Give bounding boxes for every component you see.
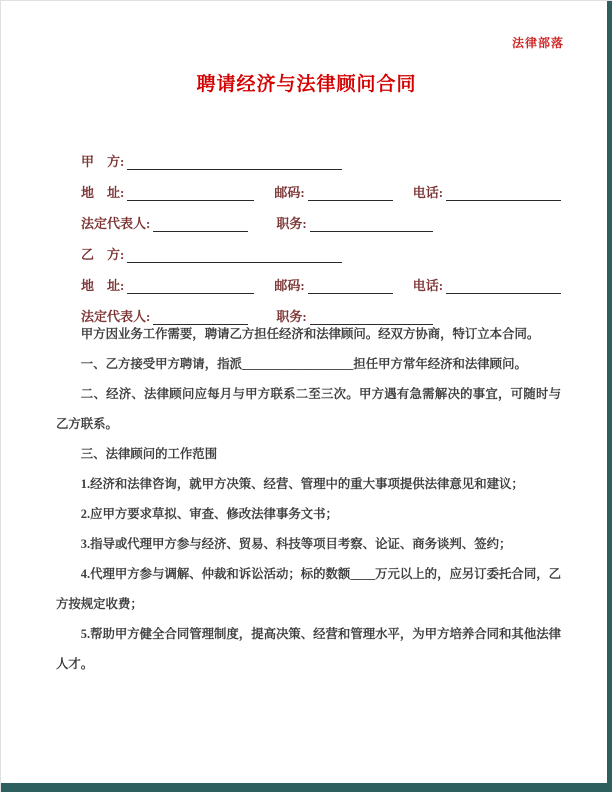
- paragraph-scope-item-2: 2.应甲方要求草拟、审查、修改法律事务文书；: [80, 507, 338, 521]
- paragraph-scope-item-4: 4.代理甲方参与调解、仲裁和诉讼活动；标的数额____万元以上的，应另订委托合同，乙方按规定收费；: [56, 567, 561, 611]
- legal-rep-a-label: 法定代表人:: [81, 216, 151, 231]
- zip-a-blank-line: [308, 187, 393, 201]
- party-a-label: 甲 方:: [81, 154, 125, 169]
- paragraph-intro: 甲方因业务工作需要，聘请乙方担任经济和法律顾问。经双方协商，特订立本合同。: [80, 327, 540, 341]
- paragraph-scope-item-5: 5.帮助甲方健全合同管理制度，提高决策、经营和管理水平，为甲方培养合同和其他法律人才。: [56, 627, 561, 671]
- address-b-row: [81, 267, 562, 298]
- address-a-blank-line: [127, 187, 254, 201]
- phone-b-label: 电话:: [412, 278, 444, 293]
- page-right-border: [607, 1, 612, 792]
- document-title: 聘请经济与法律顾问合同: [196, 74, 417, 95]
- legal-rep-b-label: 法定代表人:: [81, 309, 151, 324]
- zip-b-blank-line: [308, 280, 393, 294]
- contract-body: [56, 319, 561, 679]
- address-b-label: 地 址:: [81, 278, 125, 293]
- phone-a-label: 电话:: [412, 185, 444, 200]
- paragraph-clause-3-heading: 三、法律顾问的工作范围: [80, 447, 218, 461]
- paragraph-scope-item-1: 1.经济和法律咨询，就甲方决策、经营、管理中的重大事项提供法律意见和建议；: [80, 477, 524, 491]
- paragraph-clause-2: 二、经济、法律顾问应每月与甲方联系二至三次。甲方遇有急需解决的事宜，可随时与乙方联系。: [56, 387, 561, 431]
- legal-rep-a-blank-line: [153, 218, 248, 232]
- address-a-row: [81, 174, 562, 205]
- duty-a-label: 职务:: [276, 216, 307, 231]
- page-bottom-border: [1, 783, 612, 792]
- party-a-blank-line: [127, 156, 342, 170]
- phone-a-blank-line: [446, 187, 561, 201]
- duty-a-blank-line: [310, 218, 433, 232]
- zip-b-label: 邮码:: [274, 278, 305, 293]
- duty-b-label: 职务:: [276, 309, 307, 324]
- party-b-label: 乙 方:: [81, 247, 125, 262]
- site-watermark-label: 法律部落: [511, 36, 564, 50]
- phone-b-blank-line: [446, 280, 561, 294]
- contract-header-form: [81, 143, 562, 329]
- party-b-blank-line: [127, 249, 342, 263]
- address-b-blank-line: [127, 280, 254, 294]
- legal-rep-a-row: [81, 205, 562, 236]
- party-a-row: [81, 143, 562, 174]
- address-a-label: 地 址:: [81, 185, 125, 200]
- paragraph-clause-1: 一、乙方接受甲方聘请，指派__________________担任甲方常年经济和法律顾问。: [80, 357, 527, 371]
- paragraph-scope-item-3: 3.指导或代理甲方参与经济、贸易、科技等项目考察、论证、商务谈判、签约；: [80, 537, 512, 551]
- party-b-row: [81, 236, 562, 267]
- zip-a-label: 邮码:: [274, 185, 305, 200]
